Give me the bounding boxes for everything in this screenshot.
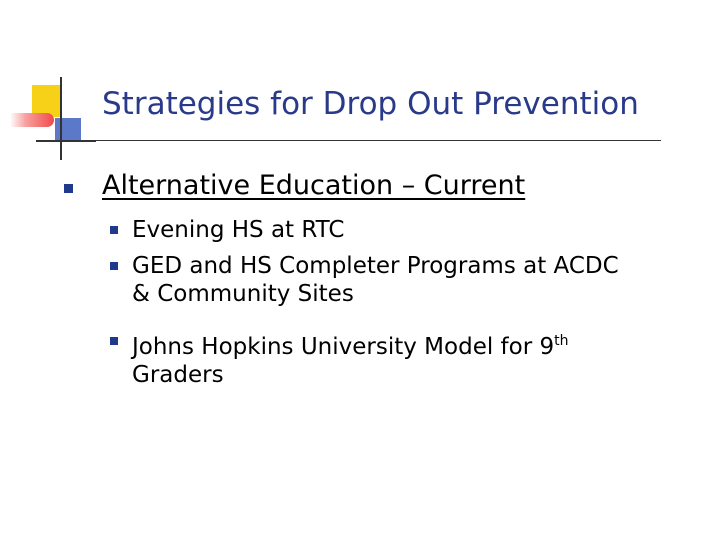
sub-bullet-text: Evening HS at RTC	[132, 217, 345, 243]
logo-vertical-line	[60, 77, 62, 160]
slide-title: Strategies for Drop Out Prevention	[102, 86, 639, 122]
decorative-logo	[0, 0, 110, 170]
logo-blue-square	[55, 118, 81, 142]
logo-red-bar	[10, 113, 54, 127]
title-rule	[36, 140, 661, 141]
sub-bullet-text: Johns Hopkins University Model for 9th Graders	[132, 333, 569, 388]
sub-bullet-text: GED and HS Completer Programs at ACDC & Community Sites	[132, 253, 619, 307]
main-bullet-text: Alternative Education – Current	[102, 170, 526, 201]
bullet-marker	[64, 184, 73, 193]
bullet-marker	[110, 262, 118, 270]
bullet-marker	[110, 337, 118, 345]
bullet-marker	[110, 226, 118, 234]
